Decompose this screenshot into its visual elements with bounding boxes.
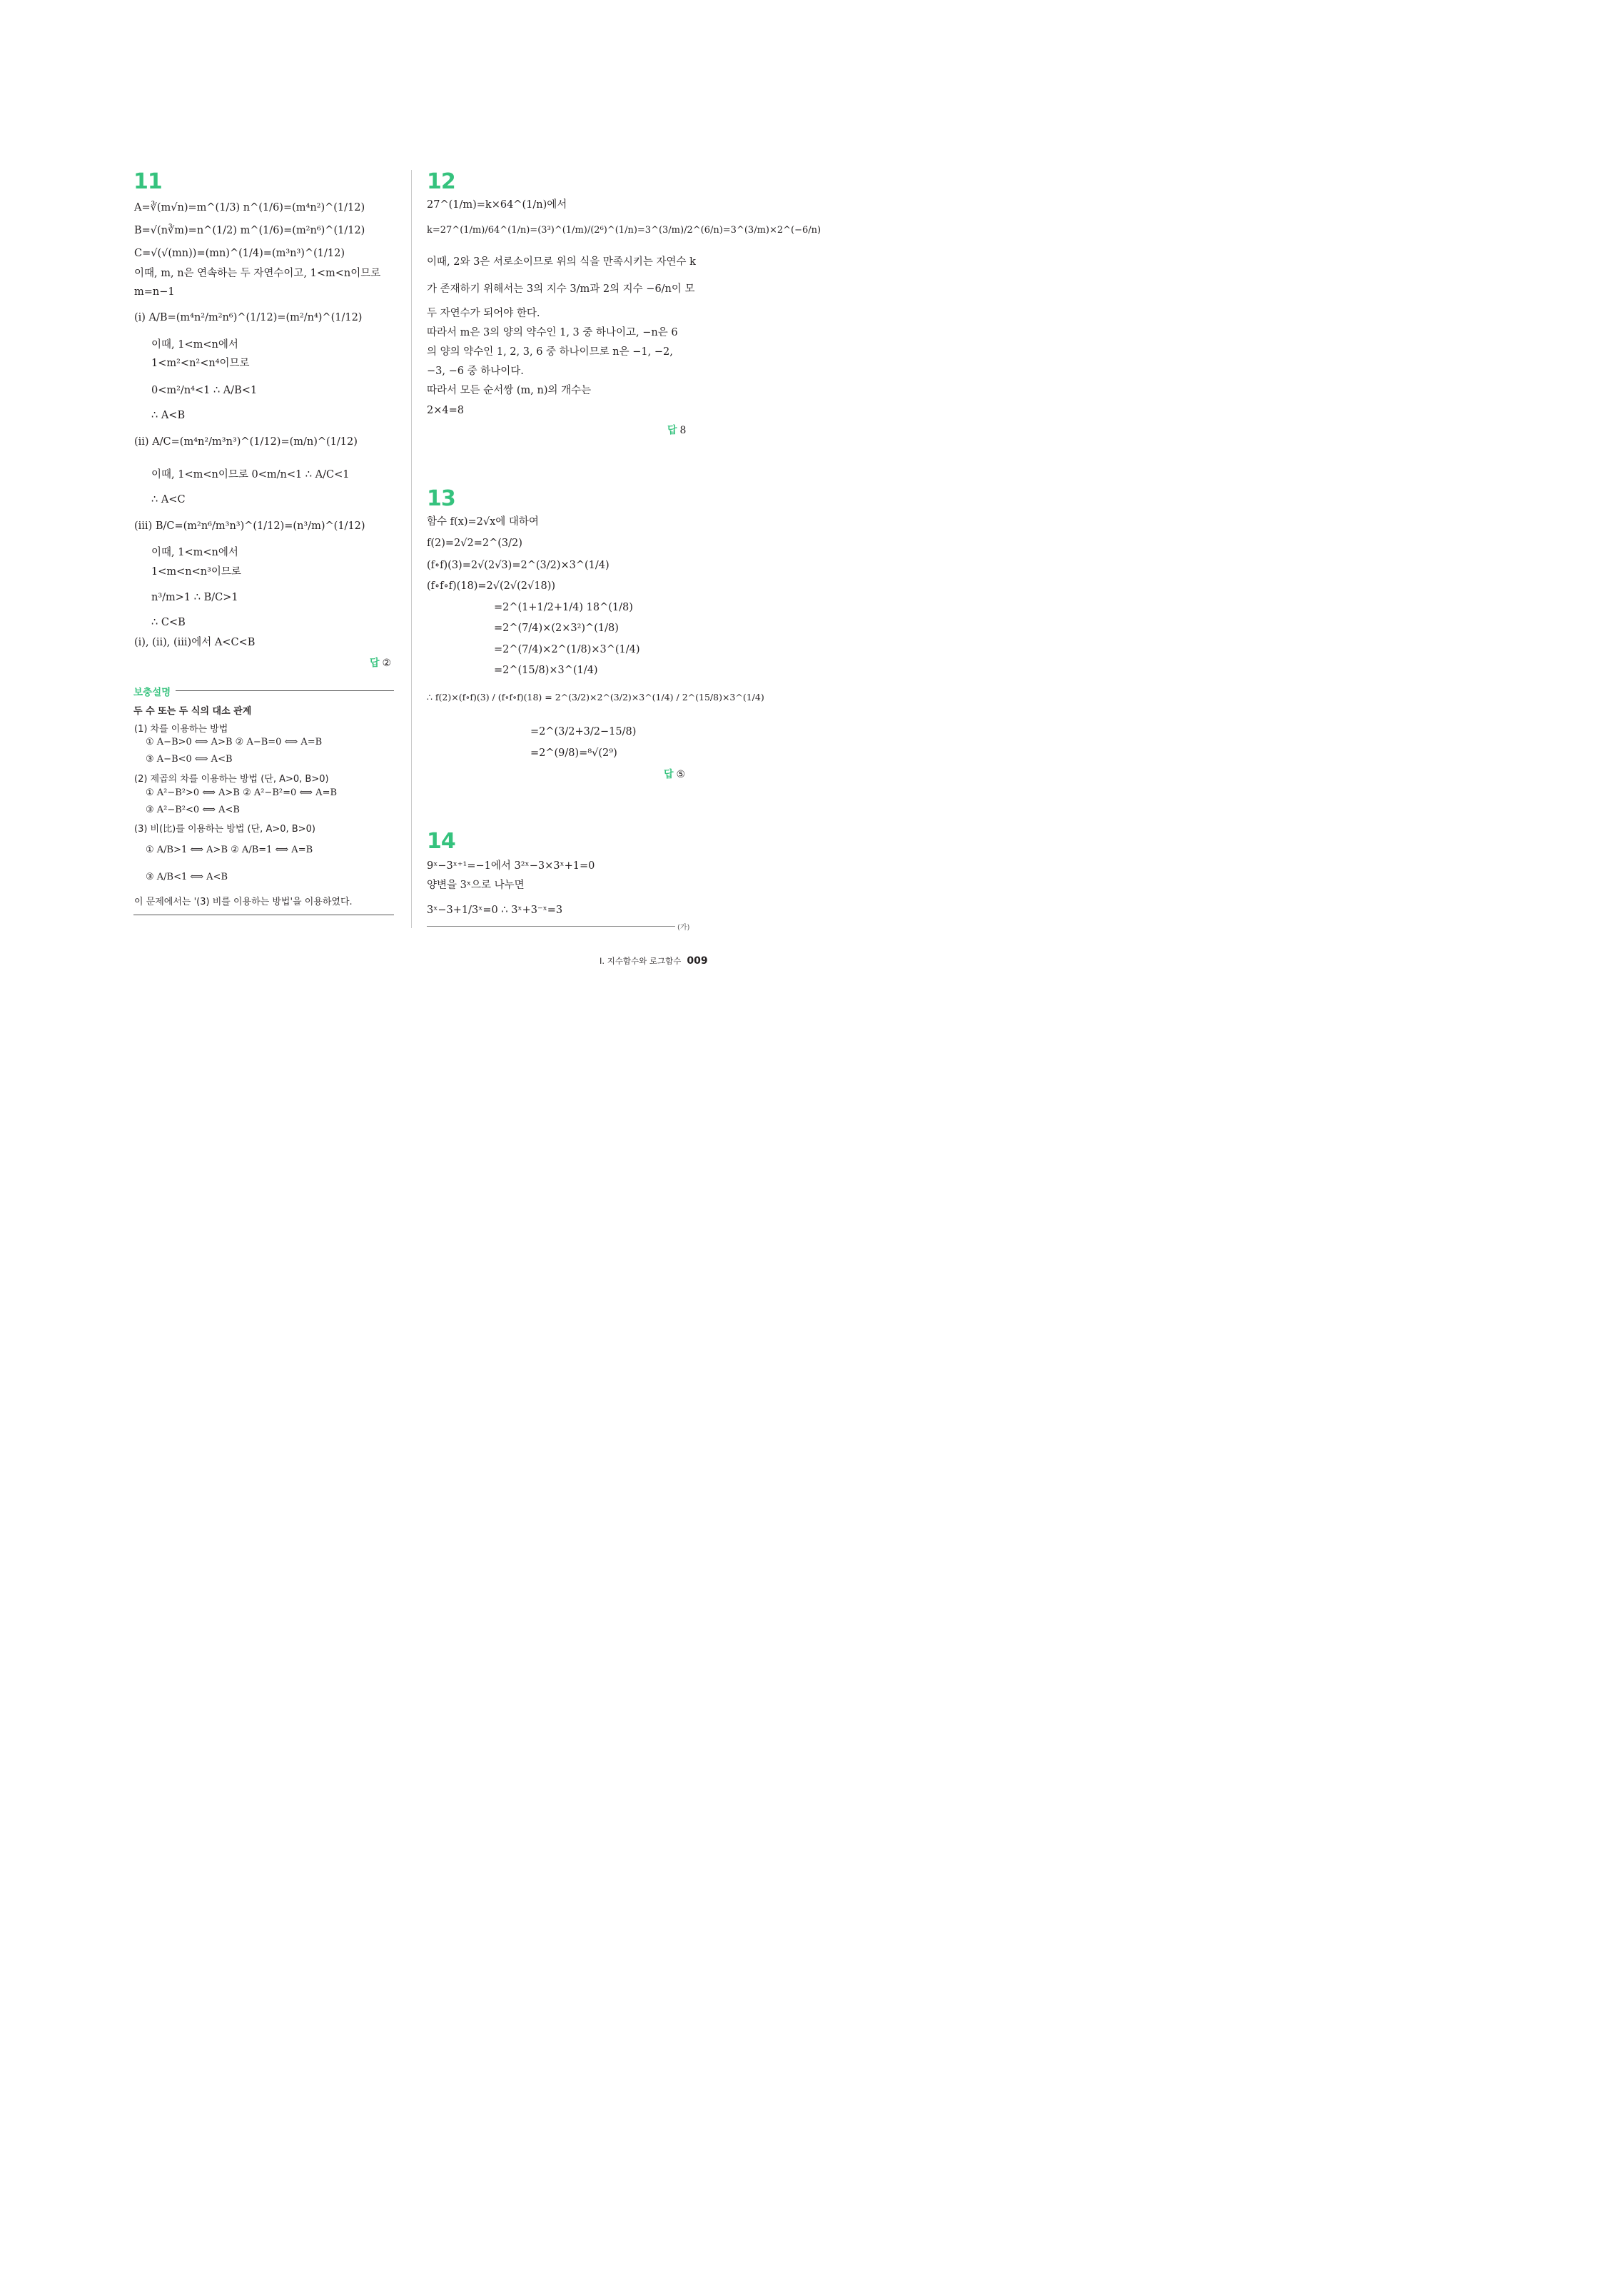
supplement-top-rule bbox=[176, 690, 394, 691]
solution-line: 의 양의 약수인 1, 2, 3, 6 중 하나이므로 n은 −1, −2, bbox=[427, 346, 673, 358]
solution-line: =2^(9/8)=⁸√(2⁹) bbox=[530, 747, 617, 759]
solution-line: (ⅲ) B/C=(m²n⁶/m³n³)^(1/12)=(n³/m)^(1/12) bbox=[134, 520, 365, 532]
solution-line: 1<m²<n²<n⁴이므로 bbox=[151, 358, 250, 369]
answer-tag: 답 bbox=[667, 425, 677, 436]
solution-line: m=n−1 bbox=[134, 286, 175, 298]
solution-line: =2^(1+1/2+1/4) 18^(1/8) bbox=[494, 602, 633, 613]
solution-line: 27^(1/m)=k×64^(1/n)에서 bbox=[427, 199, 567, 211]
answer-value: ② bbox=[382, 658, 392, 669]
solution-line: 따라서 m은 3의 양의 약수인 1, 3 중 하나이고, −n은 6 bbox=[427, 327, 678, 338]
solution-line: 두 자연수가 되어야 한다. bbox=[427, 308, 540, 319]
answer-tag: 답 bbox=[664, 769, 674, 780]
solution-line: k=27^(1/m)/64^(1/n)=(3³)^(1/m)/(2⁶)^(1/n)=3^(3/m)/2^(6/n)=3^(3/m)×2^(−6/n) bbox=[427, 225, 821, 236]
solution-line: n³/m>1 ∴ B/C>1 bbox=[151, 592, 238, 603]
supplement-item: ① A/B>1 ⟺ A>B ② A/B=1 ⟺ A=B bbox=[146, 845, 313, 855]
solution-line: (ⅰ), (ⅱ), (ⅲ)에서 A<C<B bbox=[134, 637, 256, 648]
solution-line: A=∛(m√n)=m^(1/3) n^(1/6)=(m⁴n²)^(1/12) bbox=[134, 202, 365, 213]
supplement-item: ③ A−B<0 ⟺ A<B bbox=[146, 754, 233, 765]
solution-line: ∴ A<B bbox=[151, 410, 186, 421]
solution-line: B=√(n∛m)=n^(1/2) m^(1/6)=(m²n⁶)^(1/12) bbox=[134, 225, 365, 236]
supplement-item: ① A²−B²>0 ⟺ A>B ② A²−B²=0 ⟺ A=B bbox=[146, 787, 338, 798]
solution-line: =2^(7/4)×2^(1/8)×3^(1/4) bbox=[494, 644, 640, 655]
solution-line: (f∘f∘f)(18)=2√(2√(2√18)) bbox=[427, 580, 556, 592]
solution-line: (f∘f)(3)=2√(2√3)=2^(3/2)×3^(1/4) bbox=[427, 560, 610, 571]
solution-line: (ⅱ) A/C=(m⁴n²/m³n³)^(1/12)=(m/n)^(1/12) bbox=[134, 436, 358, 448]
supplement-heading: 두 수 또는 두 식의 대소 관계 bbox=[133, 706, 252, 717]
supplement-title: 보충설명 bbox=[133, 687, 171, 698]
page-number: 009 bbox=[687, 955, 708, 967]
supplement-item: (3) 비(比)를 이용하는 방법 (단, A>0, B>0) bbox=[134, 824, 315, 835]
answer bbox=[667, 423, 686, 437]
solution-line: ∴ C<B bbox=[151, 617, 186, 628]
section-title: Ⅰ. 지수함수와 로그함수 bbox=[600, 956, 682, 966]
solution-line: C=√(√(mn))=(mn)^(1/4)=(m³n³)^(1/12) bbox=[134, 248, 345, 259]
problem-number: 12 bbox=[427, 169, 455, 194]
supplement-item: ③ A/B<1 ⟺ A<B bbox=[146, 872, 228, 882]
supplement-item: 이 문제에서는 '(3) 비를 이용하는 방법'을 이용하였다. bbox=[134, 897, 353, 907]
supplement-item: ① A−B>0 ⟺ A>B ② A−B=0 ⟺ A=B bbox=[146, 737, 323, 747]
solution-line: 2×4=8 bbox=[427, 405, 464, 416]
solution-line: 0<m²/n⁴<1 ∴ A/B<1 bbox=[151, 385, 258, 396]
solution-line: 9ˣ−3ˣ⁺¹=−1에서 3²ˣ−3×3ˣ+1=0 bbox=[427, 860, 595, 872]
page-footer bbox=[600, 955, 708, 967]
solution-line: 함수 f(x)=2√x에 대하여 bbox=[427, 516, 539, 528]
solution-line: =2^(7/4)×(2×3²)^(1/8) bbox=[494, 623, 619, 634]
answer-value: 8 bbox=[679, 425, 687, 436]
supplement-item: ③ A²−B²<0 ⟺ A<B bbox=[146, 805, 240, 815]
solution-line: =2^(15/8)×3^(1/4) bbox=[494, 665, 598, 676]
answer bbox=[370, 655, 391, 670]
label-rule bbox=[427, 926, 675, 927]
answer-value: ⑤ bbox=[676, 769, 686, 780]
problem-number: 14 bbox=[427, 829, 455, 854]
solution-line: 이때, 2와 3은 서로소이므로 위의 식을 만족시키는 자연수 k bbox=[427, 256, 696, 268]
solution-line: 이때, 1<m<n에서 bbox=[151, 547, 238, 558]
solution-line: f(2)=2√2=2^(3/2) bbox=[427, 538, 522, 549]
solution-line: (ⅰ) A/B=(m⁴n²/m²n⁶)^(1/12)=(m²/n⁴)^(1/12) bbox=[134, 312, 363, 323]
equation-label: (가) bbox=[677, 924, 690, 932]
solution-line: 1<m<n<n³이므로 bbox=[151, 566, 241, 578]
supplement-item: (1) 차를 이용하는 방법 bbox=[134, 724, 228, 735]
solution-line: −3, −6 중 하나이다. bbox=[427, 366, 524, 377]
solution-line: 따라서 모든 순서쌍 (m, n)의 개수는 bbox=[427, 385, 592, 396]
answer bbox=[664, 767, 685, 781]
solution-line: 이때, 1<m<n이므로 0<m/n<1 ∴ A/C<1 bbox=[151, 469, 350, 480]
answer-tag: 답 bbox=[370, 658, 380, 669]
solution-line: ∴ f(2)×(f∘f)(3) / (f∘f∘f)(18) = 2^(3/2)×2^(3/2)×3^(1/4) / 2^(15/8)×3^(1/4) bbox=[427, 692, 764, 703]
solution-line: 이때, 1<m<n에서 bbox=[151, 339, 238, 351]
solution-line: 3ˣ−3+1/3ˣ=0 ∴ 3ˣ+3⁻ˣ=3 bbox=[427, 905, 563, 916]
column-divider bbox=[411, 170, 412, 928]
solution-line: 양변을 3ˣ으로 나누면 bbox=[427, 880, 525, 891]
solution-line: =2^(3/2+3/2−15/8) bbox=[530, 726, 637, 737]
solution-line: 이때, m, n은 연속하는 두 자연수이고, 1<m<n이므로 bbox=[134, 268, 381, 279]
solution-line: ∴ A<C bbox=[151, 494, 186, 505]
solution-line: 가 존재하기 위해서는 3의 지수 3/m과 2의 지수 −6/n이 모 bbox=[427, 283, 695, 295]
supplement-item: (2) 제곱의 차를 이용하는 방법 (단, A>0, B>0) bbox=[134, 774, 329, 785]
problem-number: 13 bbox=[427, 486, 455, 511]
problem-number: 11 bbox=[133, 169, 162, 194]
